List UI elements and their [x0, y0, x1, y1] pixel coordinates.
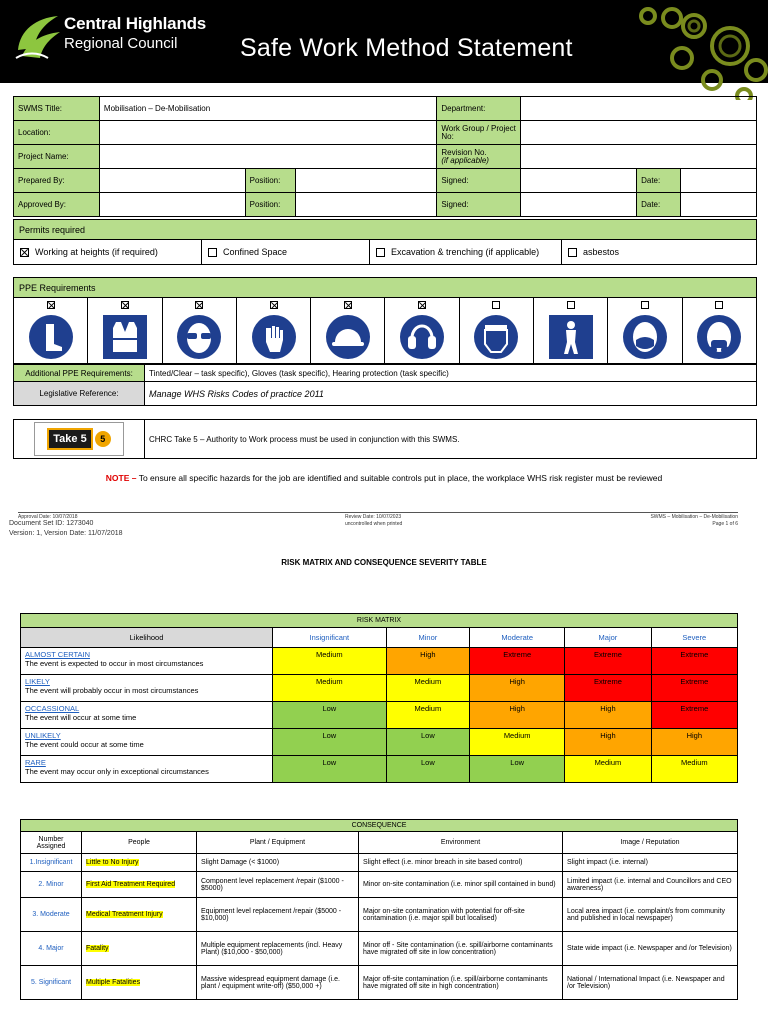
people-highlight: Multiple Fatalities — [86, 979, 141, 986]
consequence-env: Major on-site contamination with potential for off-site contamination (i.e. major spill but localised) — [359, 898, 563, 932]
checkbox-empty-icon[interactable] — [492, 301, 500, 309]
risk-cell: Low — [386, 756, 469, 783]
likelihood-name: UNLIKELY — [25, 731, 61, 740]
footer-review-date: Review Date: 10/07/2023 — [345, 514, 402, 520]
risk-cell: Extreme — [651, 675, 737, 702]
severity-header: Severe — [651, 628, 737, 648]
ear-muffs-icon — [399, 314, 445, 360]
risk-matrix-title: RISK MATRIX — [21, 614, 738, 628]
risk-cell: Medium — [386, 675, 469, 702]
consequence-row — [21, 898, 738, 932]
legislative-value[interactable]: Manage WHS Risks Codes of practice 2011 — [145, 382, 757, 406]
severity-header: Moderate — [470, 628, 565, 648]
checkbox-checked-icon[interactable] — [47, 301, 55, 309]
additional-ppe-value[interactable]: Tinted/Clear – task specific), Gloves (task specific), Hearing protection (task specific) — [145, 365, 757, 382]
revision-label-text: Revision No. — [441, 147, 487, 157]
footer-doc-name: SWMS – Mobilisation – De-Mobilisation — [650, 514, 738, 520]
consequence-number: 3. Moderate — [21, 898, 82, 932]
approved-by-label: Approved By: — [14, 193, 100, 217]
consequence-env: Major off-site contamination (i.e. spill/airborne contaminants have migrated off site in high concentration) — [359, 966, 563, 1000]
severity-header: Minor — [386, 628, 469, 648]
risk-cell: Extreme — [470, 648, 565, 675]
take5-badge-icon: 5 — [95, 431, 111, 447]
checkbox-empty-icon[interactable] — [715, 301, 723, 309]
additional-ppe-label: Additional PPE Requirements: — [14, 365, 145, 382]
project-name-value[interactable] — [99, 145, 436, 169]
decorative-rings-icon — [632, 0, 768, 100]
likelihood-desc: The event is expected to occur in most circumstances — [25, 659, 204, 668]
risk-cell: Low — [386, 729, 469, 756]
risk-matrix-page-title: RISK MATRIX AND CONSEQUENCE SEVERITY TABLE — [281, 558, 487, 567]
risk-cell: High — [565, 702, 651, 729]
document-title: Safe Work Method Statement — [240, 34, 573, 62]
likelihood-cell — [21, 675, 273, 702]
risk-cell: High — [651, 729, 737, 756]
consequence-plant: Equipment level replacement /repair ($5000 - $10,000) — [197, 898, 359, 932]
approved-signed-value[interactable] — [521, 193, 637, 217]
footer-uncontrolled: uncontrolled when printed — [345, 521, 403, 527]
permit-confined-space[interactable] — [202, 240, 370, 264]
severity-header: Insignificant — [273, 628, 387, 648]
consequence-env: Minor off - Site contamination (i.e. spill/airborne contaminants have migrated off site in low concentration) — [359, 932, 563, 966]
likelihood-name: ALMOST CERTAIN — [25, 650, 91, 659]
swms-title-value[interactable]: Mobilisation – De-Mobilisation — [99, 97, 436, 121]
prepared-signed-label: Signed: — [437, 169, 521, 193]
org-name-line2: Regional Council — [64, 35, 178, 52]
risk-cell: Extreme — [565, 648, 651, 675]
risk-cell: Medium — [565, 756, 651, 783]
approved-by-value[interactable] — [99, 193, 245, 217]
permit-excavation[interactable] — [370, 240, 562, 264]
doc-set-id: Document Set ID: 1273040 — [9, 520, 94, 527]
permits-section-title: Permits required — [13, 219, 757, 240]
consequence-header: People — [82, 832, 197, 854]
take5-table — [13, 419, 757, 459]
consequence-env: Slight effect (i.e. minor breach in site based control) — [359, 854, 563, 872]
checkbox-checked-icon[interactable] — [418, 301, 426, 309]
project-name-label: Project Name: — [14, 145, 100, 169]
checkbox-checked-icon[interactable] — [344, 301, 352, 309]
checkbox-empty-icon[interactable] — [641, 301, 649, 309]
likelihood-name: OCCASSIONAL — [25, 704, 80, 713]
consequence-plant: Massive widespread equipment damage (i.e. plant / equipment write-off) ($50,000 +) — [197, 966, 359, 1000]
header-banner — [0, 0, 768, 83]
safety-boots-icon — [28, 314, 74, 360]
ppe-item-hardhat[interactable] — [311, 298, 385, 363]
risk-cell: Low — [273, 756, 387, 783]
risk-row — [21, 648, 738, 675]
consequence-people — [82, 932, 197, 966]
risk-cell: Medium — [273, 648, 387, 675]
likelihood-cell — [21, 729, 273, 756]
ppe-item-gloves[interactable] — [237, 298, 311, 363]
revision-sub-text: (if applicable) — [441, 155, 489, 165]
risk-cell: Extreme — [651, 648, 737, 675]
harness-icon — [548, 314, 594, 360]
ppe-item-faceshield[interactable] — [460, 298, 534, 363]
hi-vis-vest-icon — [102, 314, 148, 360]
consequence-row — [21, 932, 738, 966]
swms-title-label: SWMS Title: — [14, 97, 100, 121]
likelihood-name: LIKELY — [25, 677, 50, 686]
severity-header: Major — [565, 628, 651, 648]
consequence-row — [21, 854, 738, 872]
permit-working-at-heights[interactable] — [14, 240, 202, 264]
prepared-date-label: Date: — [637, 169, 681, 193]
likelihood-desc: The event will probably occur in most circumstances — [25, 686, 199, 695]
consequence-people — [82, 966, 197, 1000]
checkbox-empty-icon[interactable] — [208, 248, 217, 257]
approved-position-label: Position: — [245, 193, 295, 217]
checkbox-checked-icon[interactable] — [20, 248, 29, 257]
swms-info-table — [13, 96, 757, 217]
consequence-people — [82, 898, 197, 932]
likelihood-header: Likelihood — [21, 628, 273, 648]
ppe-item-earmuffs[interactable] — [385, 298, 459, 363]
gloves-icon — [251, 314, 297, 360]
permits-row — [13, 240, 757, 265]
risk-cell: Medium — [470, 729, 565, 756]
take5-text: CHRC Take 5 – Authority to Work process must be used in conjunction with this SWMS. — [145, 420, 757, 459]
likelihood-cell — [21, 702, 273, 729]
consequence-title: CONSEQUENCE — [21, 820, 738, 832]
ppe-additional-table — [13, 364, 757, 406]
risk-cell: Extreme — [651, 702, 737, 729]
risk-cell: Medium — [651, 756, 737, 783]
work-group-label: Work Group / Project No: — [437, 121, 521, 145]
risk-row — [21, 729, 738, 756]
note-text: To ensure all specific hazards for the job are identified and suitable controls put in place, the workplace WHS risk register must be reviewed — [138, 473, 663, 483]
prepared-position-label: Position: — [245, 169, 295, 193]
ppe-item-dustmask[interactable] — [608, 298, 682, 363]
ppe-item-boots[interactable] — [14, 298, 88, 363]
approved-date-value[interactable] — [681, 193, 757, 217]
likelihood-desc: The event may occur only in exceptional circumstances — [25, 767, 209, 776]
prepared-by-value[interactable] — [99, 169, 245, 193]
risk-cell: Low — [273, 702, 387, 729]
people-highlight: Fatality — [86, 945, 109, 952]
people-highlight: Little to No Injury — [86, 859, 139, 866]
consequence-header: Environment — [359, 832, 563, 854]
legislative-label: Legislative Reference: — [14, 382, 145, 406]
consequence-plant: Multiple equipment replacements (incl. Heavy Plant) ($10,000 - $50,000) — [197, 932, 359, 966]
hard-hat-icon — [325, 314, 371, 360]
risk-cell: Medium — [386, 702, 469, 729]
checkbox-checked-icon[interactable] — [270, 301, 278, 309]
note-line — [0, 473, 768, 483]
checkbox-checked-icon[interactable] — [121, 301, 129, 309]
consequence-image: Slight impact (i.e. internal) — [563, 854, 738, 872]
consequence-image: State wide impact (i.e. Newspaper and /or Television) — [563, 932, 738, 966]
people-highlight: First Aid Treatment Required — [86, 881, 176, 888]
risk-cell: Low — [273, 729, 387, 756]
location-label: Location: — [14, 121, 100, 145]
likelihood-cell — [21, 648, 273, 675]
permit-asbestos[interactable] — [562, 240, 756, 264]
prepared-date-value[interactable] — [681, 169, 757, 193]
safety-glasses-icon — [176, 314, 222, 360]
likelihood-desc: The event will occur at some time — [25, 713, 137, 722]
ppe-section-title: PPE Requirements — [13, 277, 757, 298]
footer-approval-date: Approval Date: 10/07/2018 — [18, 514, 78, 520]
work-group-value[interactable] — [521, 121, 757, 145]
council-logo-icon — [14, 12, 62, 62]
take5-logo — [34, 422, 124, 456]
department-label: Department: — [437, 97, 521, 121]
ppe-item-vest[interactable] — [88, 298, 162, 363]
checkbox-empty-icon[interactable] — [376, 248, 385, 257]
version-info: Version: 1, Version Date: 11/07/2018 — [9, 530, 123, 537]
consequence-number: 1.Insignificant — [21, 854, 82, 872]
checkbox-checked-icon[interactable] — [195, 301, 203, 309]
checkbox-empty-icon[interactable] — [567, 301, 575, 309]
department-value[interactable] — [521, 97, 757, 121]
respirator-icon — [696, 314, 742, 360]
ppe-item-harness[interactable] — [534, 298, 608, 363]
take5-logo-text: Take 5 — [47, 428, 92, 450]
revision-value[interactable] — [521, 145, 757, 169]
checkbox-empty-icon[interactable] — [568, 248, 577, 257]
risk-cell: High — [470, 675, 565, 702]
risk-cell: High — [565, 729, 651, 756]
risk-row — [21, 702, 738, 729]
permit-label: Working at heights (if required) — [35, 247, 158, 257]
consequence-table — [20, 819, 738, 1000]
org-name-line1: Central Highlands — [64, 14, 207, 33]
permit-label: Confined Space — [223, 247, 288, 257]
ppe-icons-row — [13, 298, 757, 364]
consequence-people — [82, 872, 197, 898]
people-highlight: Medical Treatment Injury — [86, 911, 163, 918]
permit-label: Excavation & trenching (if applicable) — [391, 247, 540, 257]
consequence-header: Number Assigned — [21, 832, 82, 854]
consequence-number: 5. Significant — [21, 966, 82, 1000]
risk-cell: Low — [470, 756, 565, 783]
ppe-item-respirator[interactable] — [683, 298, 756, 363]
risk-cell: Extreme — [565, 675, 651, 702]
consequence-number: 2. Minor — [21, 872, 82, 898]
footer-page: Page 1 of 6 — [712, 521, 738, 527]
consequence-image: Local area impact (i.e. complaint/s from community and published in local newspaper) — [563, 898, 738, 932]
note-label: NOTE – — [105, 473, 137, 483]
approved-signed-label: Signed: — [437, 193, 521, 217]
consequence-row — [21, 872, 738, 898]
risk-row — [21, 675, 738, 702]
take5-logo-cell — [14, 420, 145, 459]
likelihood-name: RARE — [25, 758, 46, 767]
risk-row — [21, 756, 738, 783]
face-shield-icon — [473, 314, 519, 360]
likelihood-desc: The event could occur at some time — [25, 740, 144, 749]
consequence-image: National / International Impact (i.e. Newspaper and /or Television) — [563, 966, 738, 1000]
consequence-plant: Slight Damage (< $1000) — [197, 854, 359, 872]
risk-cell: High — [470, 702, 565, 729]
consequence-plant: Component level replacement /repair ($1000 - $5000) — [197, 872, 359, 898]
footer-divider — [18, 512, 738, 513]
consequence-row — [21, 966, 738, 1000]
consequence-header: Image / Reputation — [563, 832, 738, 854]
revision-label — [437, 145, 521, 169]
prepared-signed-value[interactable] — [521, 169, 637, 193]
dust-mask-icon — [622, 314, 668, 360]
approved-position-value[interactable] — [295, 193, 437, 217]
risk-cell: Medium — [273, 675, 387, 702]
consequence-people — [82, 854, 197, 872]
approved-date-label: Date: — [637, 193, 681, 217]
consequence-image: Limited impact (i.e. internal and Councillors and CEO awareness) — [563, 872, 738, 898]
risk-cell: High — [386, 648, 469, 675]
risk-matrix-table — [20, 613, 738, 783]
ppe-item-glasses[interactable] — [163, 298, 237, 363]
consequence-env: Minor on-site contamination (i.e. minor spill contained in bund) — [359, 872, 563, 898]
consequence-number: 4. Major — [21, 932, 82, 966]
permit-label: asbestos — [583, 247, 620, 257]
prepared-by-label: Prepared By: — [14, 169, 100, 193]
prepared-position-value[interactable] — [295, 169, 437, 193]
consequence-header: Plant / Equipment — [197, 832, 359, 854]
location-value[interactable] — [99, 121, 436, 145]
likelihood-cell — [21, 756, 273, 783]
